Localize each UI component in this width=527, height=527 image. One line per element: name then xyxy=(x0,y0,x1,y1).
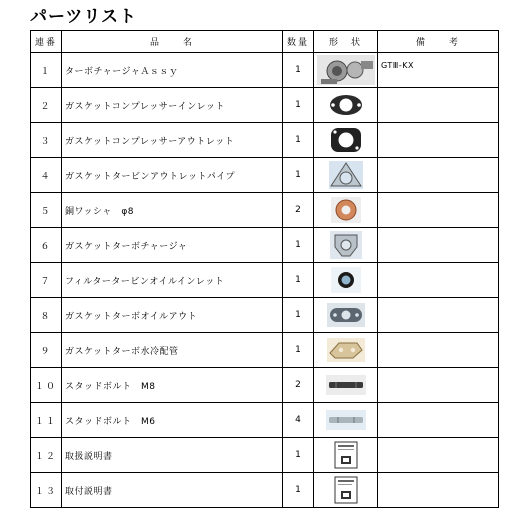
part-quantity: 1 xyxy=(283,473,314,508)
part-quantity: 2 xyxy=(283,193,314,228)
header-no: 連番 xyxy=(31,31,62,53)
part-shape xyxy=(314,263,378,298)
part-name: ガスケットコンプレッサーアウトレット xyxy=(62,123,283,158)
table-row xyxy=(31,438,499,473)
part-name: スタッドボルト M6 xyxy=(62,403,283,438)
part-quantity: 1 xyxy=(283,298,314,333)
part-shape xyxy=(314,53,378,88)
part-name: ガスケットターボオイルアウト xyxy=(62,298,283,333)
part-note xyxy=(378,333,499,368)
part-quantity: 1 xyxy=(283,53,314,88)
row-number: ７ xyxy=(31,263,62,298)
gasket-triangle-icon xyxy=(329,161,363,189)
part-quantity: 2 xyxy=(283,368,314,403)
table-row xyxy=(31,228,499,263)
part-quantity: 1 xyxy=(283,263,314,298)
table-row xyxy=(31,403,499,438)
row-number: ８ xyxy=(31,298,62,333)
part-name: ガスケットターボチャージャ xyxy=(62,228,283,263)
part-quantity: 1 xyxy=(283,333,314,368)
part-shape xyxy=(314,123,378,158)
part-note xyxy=(378,53,499,88)
part-shape xyxy=(314,158,378,193)
table-row xyxy=(31,158,499,193)
stud-bolt-dark-icon xyxy=(326,375,366,395)
part-note xyxy=(378,228,499,263)
page-title: パーツリスト xyxy=(30,7,137,27)
gasket-oval-icon xyxy=(328,92,364,118)
copper-washer-icon xyxy=(331,197,361,223)
table-row xyxy=(31,193,499,228)
note-text: GTⅢ-KX xyxy=(381,61,414,70)
part-shape xyxy=(314,298,378,333)
part-quantity: 4 xyxy=(283,403,314,438)
part-name: ガスケットコンプレッサーインレット xyxy=(62,88,283,123)
part-shape xyxy=(314,368,378,403)
row-number: １３ xyxy=(31,473,62,508)
table-header-row xyxy=(31,31,499,53)
row-number: １０ xyxy=(31,368,62,403)
part-name: 銅ワッシャ φ8 xyxy=(62,193,283,228)
row-number: １２ xyxy=(31,438,62,473)
part-name: フィルタータービンオイルインレット xyxy=(62,263,283,298)
parts-table xyxy=(30,30,499,508)
table-row xyxy=(31,473,499,508)
part-name: 取扱説明書 xyxy=(62,438,283,473)
table-row xyxy=(31,263,499,298)
part-quantity: 1 xyxy=(283,123,314,158)
part-note xyxy=(378,298,499,333)
part-shape xyxy=(314,438,378,473)
row-number: ５ xyxy=(31,193,62,228)
stud-bolt-silver-icon xyxy=(326,410,366,430)
table-row xyxy=(31,333,499,368)
part-note xyxy=(378,193,499,228)
part-note xyxy=(378,368,499,403)
manual-booklet-icon xyxy=(334,441,358,469)
turbocharger-icon xyxy=(317,55,375,85)
part-name: ガスケットタービンアウトレットパイプ xyxy=(62,158,283,193)
header-shape: 形 状 xyxy=(314,31,378,53)
gasket-square-icon xyxy=(328,126,364,154)
row-number: ２ xyxy=(31,88,62,123)
part-note xyxy=(378,263,499,298)
part-shape xyxy=(314,228,378,263)
part-shape xyxy=(314,403,378,438)
part-quantity: 1 xyxy=(283,438,314,473)
header-note: 備 考 xyxy=(378,31,499,53)
gasket-turbo-icon xyxy=(330,231,362,259)
part-note xyxy=(378,438,499,473)
table-row xyxy=(31,298,499,333)
part-note xyxy=(378,403,499,438)
install-booklet-icon xyxy=(334,476,358,504)
part-name: ターボチャージャＡｓｓｙ xyxy=(62,53,283,88)
part-name: 取付説明書 xyxy=(62,473,283,508)
part-shape xyxy=(314,193,378,228)
row-number: ３ xyxy=(31,123,62,158)
part-quantity: 1 xyxy=(283,158,314,193)
part-shape xyxy=(314,473,378,508)
oil-gasket-icon xyxy=(327,303,365,327)
part-note xyxy=(378,473,499,508)
header-name: 品 名 xyxy=(62,31,283,53)
row-number: ６ xyxy=(31,228,62,263)
part-note xyxy=(378,158,499,193)
part-name: ガスケットターボ水冷配管 xyxy=(62,333,283,368)
water-gasket-icon xyxy=(327,338,365,362)
row-number: ４ xyxy=(31,158,62,193)
table-row xyxy=(31,53,499,88)
part-note xyxy=(378,123,499,158)
row-number: １１ xyxy=(31,403,62,438)
part-shape xyxy=(314,88,378,123)
part-quantity: 1 xyxy=(283,88,314,123)
row-number: １ xyxy=(31,53,62,88)
part-name: スタッドボルト M8 xyxy=(62,368,283,403)
part-shape xyxy=(314,333,378,368)
header-qty: 数量 xyxy=(283,31,314,53)
filter-ring-icon xyxy=(331,267,361,293)
table-row xyxy=(31,88,499,123)
table-row xyxy=(31,368,499,403)
part-quantity: 1 xyxy=(283,228,314,263)
row-number: ９ xyxy=(31,333,62,368)
part-note xyxy=(378,88,499,123)
table-row xyxy=(31,123,499,158)
